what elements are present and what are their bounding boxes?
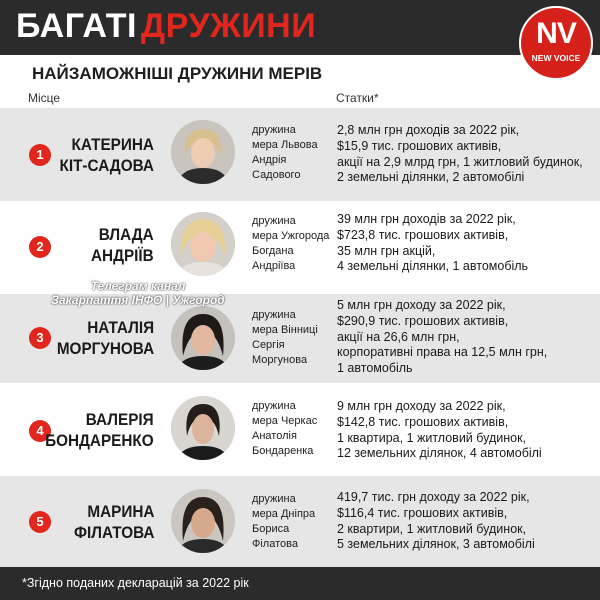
footer-bar (0, 567, 600, 600)
wife-name: КАТЕРИНА КІТ-САДОВА (59, 135, 154, 175)
rank-badge: 1 (29, 144, 51, 166)
telegram-watermark: Телеграм канал Закарпаття ІНФО | Ужгород (51, 279, 225, 307)
portrait-photo (171, 396, 235, 460)
wife-name: МАРИНА ФІЛАТОВА (73, 502, 154, 542)
wealth-stats: 2,8 млн грн доходів за 2022 рік, $15,9 тис. грошових активів, акції на 2,9 млрд грн, 1 житловий будинок, 2 земельні ділянки, 2 автомобілі (337, 123, 583, 185)
husband-caption: дружина мера Вінниці Сергія Моргунова (252, 309, 318, 366)
rank-badge: 5 (29, 511, 51, 533)
nv-logo (519, 6, 593, 80)
column-header-place: Місце (28, 91, 61, 105)
wife-name: НАТАЛІЯ МОРГУНОВА (56, 318, 154, 358)
portrait-photo (171, 212, 235, 276)
rank-badge: 2 (29, 236, 51, 258)
nv-logo-tagline: NEW VOICE (531, 53, 581, 63)
husband-caption: дружина мера Львова Андрія Садового (252, 124, 318, 181)
husband-caption: дружина мера Дніпра Бориса Філатова (252, 493, 316, 550)
column-header-stats: Статки* (336, 91, 379, 105)
title-red-part: ДРУЖИНИ (140, 7, 317, 45)
footnote: *Згідно поданих декларацій за 2022 рік (22, 576, 249, 590)
wealth-stats: 5 млн грн доходу за 2022 рік, $290,9 тис. грошових активів, акції на 26,6 млн грн, корпоративні права на 12,5 млн грн, 1 автомобіль (337, 298, 548, 376)
wife-name: ВЛАДА АНДРІЇВ (91, 225, 154, 265)
list-item (0, 383, 600, 476)
wealth-stats: 419,7 тис. грн доходу за 2022 рік, $116,4 тис. грошових активів, 2 квартири, 1 житловий будинок, 5 земельних ділянок, 3 автомобілі (337, 490, 535, 552)
page-title (16, 7, 316, 46)
nv-logo-mark: NV (536, 17, 576, 50)
wife-name: ВАЛЕРІЯ БОНДАРЕНКО (45, 410, 154, 450)
list-item (0, 294, 600, 383)
header-bar (0, 0, 600, 55)
wealth-stats: 9 млн грн доходу за 2022 рік, $142,8 тис. грошових активів, 1 квартира, 1 житловий будинок, 12 земельних ділянок, 4 автомобілі (337, 399, 542, 461)
rank-badge: 3 (29, 327, 51, 349)
rank-badge: 4 (29, 420, 51, 442)
list-item (0, 108, 600, 201)
title-white-part: БАГАТІ (16, 7, 137, 45)
portrait-photo (171, 120, 235, 184)
portrait-photo (171, 306, 235, 370)
husband-caption: дружина мера Ужгорода Богдана Андріїва (252, 215, 330, 272)
list-item (0, 476, 600, 567)
wealth-stats: 39 млн грн доходів за 2022 рік, $723,8 тис. грошових активів, 35 млн грн акцій, 4 земельні ділянки, 1 автомобіль (337, 212, 529, 274)
portrait-photo (171, 489, 235, 553)
subtitle: НАЙЗАМОЖНІШІ ДРУЖИНИ МЕРІВ (32, 64, 323, 83)
husband-caption: дружина мера Черкас Анатолія Бондаренка (252, 400, 318, 457)
